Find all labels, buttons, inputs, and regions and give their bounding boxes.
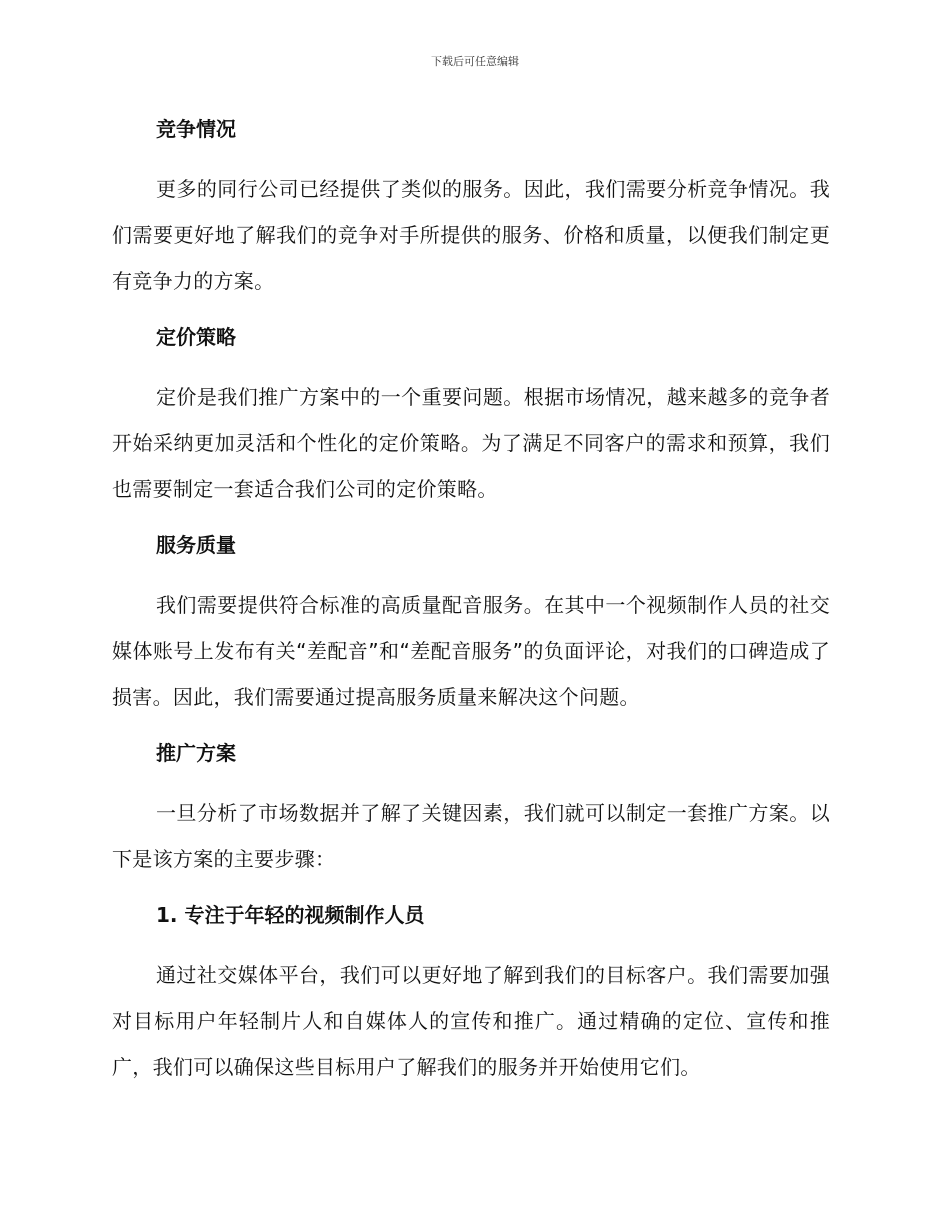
document-body <box>112 110 830 1104</box>
section-paragraph: 通过社交媒体平台，我们可以更好地了解到我们的目标客户。我们需要加强对目标用户年轻制片人和自媒体人的宣传和推广。通过精确的定位、宣传和推广，我们可以确保这些目标用户了解我们的服务并开始使用它们。 <box>112 963 830 1079</box>
section-paragraph: 更多的同行公司已经提供了类似的服务。因此，我们需要分析竞争情况。我们需要更好地了解我们的竞争对手所提供的服务、价格和质量，以便我们制定更有竞争力的方案。 <box>112 177 830 293</box>
section-heading: 推广方案 <box>156 741 236 765</box>
page-header-note: 下载后可任意编辑 <box>431 55 519 68</box>
section-paragraph: 我们需要提供符合标准的高质量配音服务。在其中一个视频制作人员的社交媒体账号上发布有关“差配音”和“差配音服务”的负面评论，对我们的口碑造成了损害。因此，我们需要通过提高服务质量来解决这个问题。 <box>112 593 830 709</box>
section-step-1 <box>112 896 830 1090</box>
section-competition <box>112 110 830 304</box>
section-paragraph: 定价是我们推广方案中的一个重要问题。根据市场情况，越来越多的竞争者开始采纳更加灵活和个性化的定价策略。为了满足不同客户的需求和预算，我们也需要制定一套适合我们公司的定价策略。 <box>112 385 830 501</box>
section-heading: 定价策略 <box>156 325 236 349</box>
section-paragraph: 一旦分析了市场数据并了解了关键因素，我们就可以制定一套推广方案。以下是该方案的主要步骤： <box>112 801 830 871</box>
section-service-quality <box>112 526 830 720</box>
section-promotion-plan <box>112 734 830 882</box>
section-heading: 1. 专注于年轻的视频制作人员 <box>156 903 425 927</box>
section-pricing-strategy <box>112 318 830 512</box>
section-heading: 服务质量 <box>156 533 236 557</box>
section-heading: 竞争情况 <box>156 117 236 141</box>
